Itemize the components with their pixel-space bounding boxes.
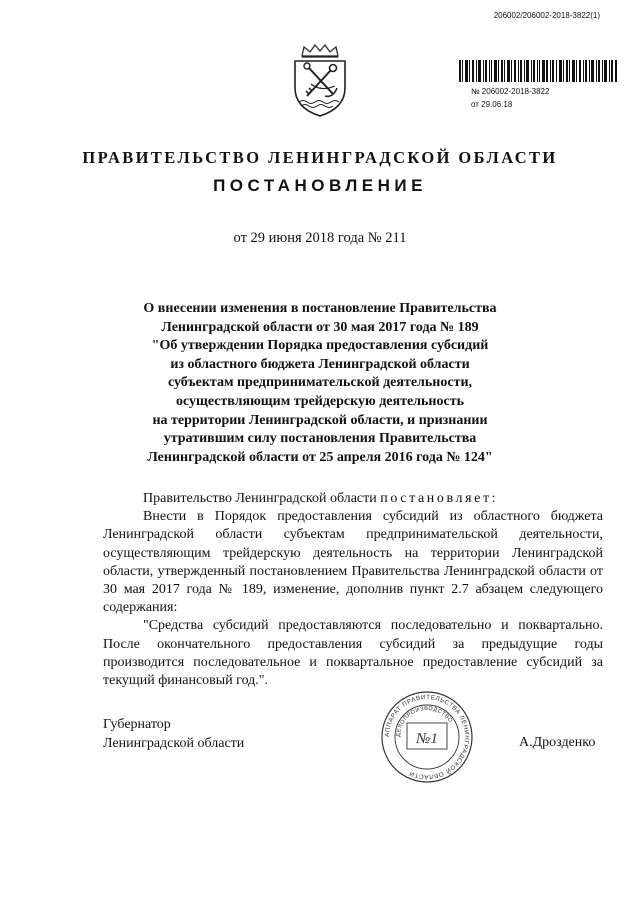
signatory-title-line: Ленинградской области xyxy=(103,735,245,751)
subject-line: О внесении изменения в постановление Правительства xyxy=(143,301,497,316)
seal-ring-text: АППАРАТ ПРАВИТЕЛЬСТВА ЛЕНИНГРАДСКОЙ ОБЛАСТИ xyxy=(383,693,471,781)
subject-line: "Об утверждении Порядка предоставления субсидий xyxy=(151,338,489,354)
preamble xyxy=(103,490,603,508)
subject-line: осуществляющим трейдерскую деятельность xyxy=(175,393,464,409)
signatory-title xyxy=(103,716,244,753)
signatory-title-line: Губернатор xyxy=(103,717,171,732)
coat-of-arms-icon xyxy=(289,44,351,118)
seal-number: №1 xyxy=(416,731,438,747)
subject-line: на территории Ленинградской области, и признании xyxy=(152,412,488,428)
stamp-seal-icon xyxy=(380,690,474,784)
preamble-verb: постановляет: xyxy=(380,491,499,506)
barcode-icon xyxy=(459,60,617,82)
registration-date: от 29.06.18 xyxy=(471,100,513,109)
subject-line: из областного бюджета Ленинградской области xyxy=(170,356,470,372)
seal-inner-text: ДЕЛОПРОИЗВОДСТВО xyxy=(395,705,454,738)
signatory-name: А.Дрозденко xyxy=(519,735,596,750)
document-type: ПОСТАНОВЛЕНИЕ xyxy=(213,176,427,195)
preamble-text: Правительство Ленинградской области xyxy=(143,491,381,506)
subject-line: Ленинградской области от 30 мая 2017 года № 189 xyxy=(161,319,479,335)
body-paragraph: "Средства субсидий предоставляются последовательно и поквартально. После окончательного предоставления субсидий за предыдущие годы производится последовательное и поквартальное предоставление субсидий за текущий финансовый год.". xyxy=(103,618,603,689)
subject-line: субъектам предпринимательской деятельности, xyxy=(167,375,473,391)
document-subject xyxy=(70,300,570,467)
organization-title: ПРАВИТЕЛЬСТВО ЛЕНИНГРАДСКОЙ ОБЛАСТИ xyxy=(82,148,558,167)
subject-line: утратившим силу постановления Правительства xyxy=(163,431,477,447)
registration-number: № 206002-2018-3822 xyxy=(471,87,550,96)
document-reference: 206002/206002-2018-3822(1) xyxy=(493,11,600,20)
body-paragraph: Внести в Порядок предоставления субсидий из областного бюджета Ленинградской области субъектам предпринимательской деятельности, осуществляющим трейдерскую деятельность на территории Ленинградской области, утвержденный постановлением Правительства Ленинградской области от 30 мая 2017 года № 189, изменение, дополнив пункт 2.7 абзацем следующего содержания: xyxy=(103,509,603,616)
document-date: от 29 июня 2018 года № 211 xyxy=(233,230,407,246)
document-body xyxy=(103,490,603,690)
subject-line: Ленинградской области от 25 апреля 2016 года № 124" xyxy=(147,449,493,465)
